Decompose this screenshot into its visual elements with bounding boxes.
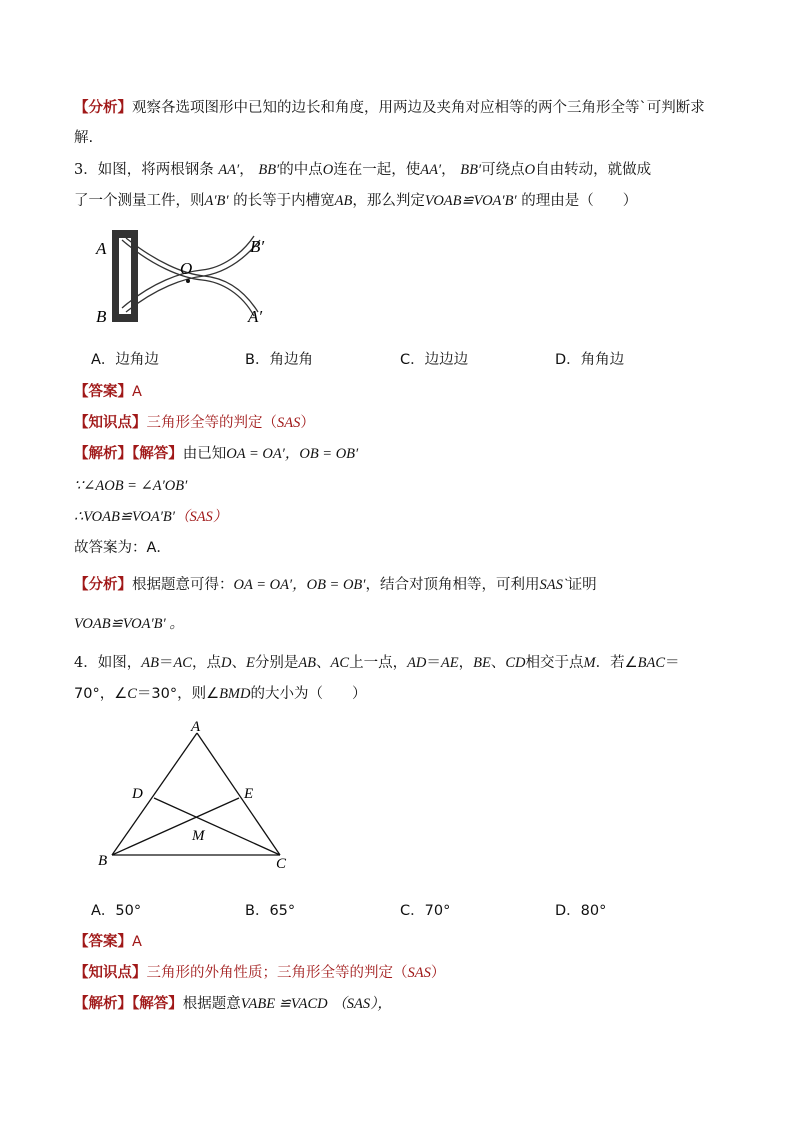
q3-label-a: A <box>96 239 107 258</box>
q3-option-d: D．角角边 <box>555 352 625 368</box>
q3-knowledge-point: 【知识点】三角形全等的判定（SAS） <box>74 415 315 431</box>
q3-stem-line2: 了一个测量工件，则A′B′ 的长等于内槽宽AB，那么判定VOAB≌VOA′B′ 的理由是（ ） <box>74 193 638 209</box>
prev-analysis-line2: 解. <box>74 130 94 146</box>
q3-label-o: O <box>180 259 193 278</box>
q3-analysis-line1: 【分析】根据题意可得：OA = OA′，OB = OB′，结合对顶角相等，可利用SAS`证明 <box>74 577 597 593</box>
q4-option-c: C．70° <box>400 903 451 919</box>
q3-solution-line2: ∵∠AOB = ∠A′OB′ <box>74 478 188 494</box>
q4-label-d: D <box>132 786 143 802</box>
q4-label-m: M <box>192 828 205 844</box>
q4-label-a: A <box>191 719 201 735</box>
q3-option-b: B．角边角 <box>245 352 313 368</box>
q3-label-ap: A′ <box>248 307 263 326</box>
q3-figure <box>92 226 282 331</box>
q4-knowledge-point: 【知识点】三角形的外角性质；三角形全等的判定（SAS） <box>74 965 446 981</box>
q4-solution-line1: 【解析】【解答】根据题意VABE ≌VACD （SAS）， <box>74 996 392 1012</box>
q4-option-d: D．80° <box>555 903 607 919</box>
q3-answer: 【答案】A <box>74 384 142 400</box>
q3-option-a: A．边角边 <box>91 352 159 368</box>
q3-bar-bb-outer <box>126 240 260 312</box>
q3-bar-aa <box>122 240 254 316</box>
analysis-tag: 【分析】 <box>74 100 132 116</box>
q3-label-bp: B′ <box>250 237 265 256</box>
q3-analysis-line2: VOAB≌VOA′B′ 。 <box>74 616 184 632</box>
q4-stem-line1: 4．如图，AB＝AC，点D、E分别是AB、AC上一点，AD＝AE，BE、CD相交于点M．若∠BAC＝ <box>74 655 680 671</box>
q3-pivot-o <box>186 279 190 283</box>
q4-label-e: E <box>244 786 254 802</box>
q4-segment-be <box>112 798 239 855</box>
prev-analysis-line1: 【分析】观察各选项图形中已知的边长和角度，用两边及夹角对应相等的两个三角形全等`可判断求 <box>74 100 705 116</box>
q3-label-b: B <box>96 307 107 326</box>
q4-label-c: C <box>276 856 287 872</box>
q3-solution-line4: 故答案为：A． <box>74 540 171 556</box>
q3-stem-line1: 3．如图，将两根钢条 AA′， BB′的中点O连在一起，使AA′， BB′可绕点O自由转动，就做成 <box>74 162 652 178</box>
q3-solution-line1: 【解析】【解答】由已知OA = OA′，OB = OB′ <box>74 446 359 462</box>
q4-triangle-figure <box>92 718 302 873</box>
q4-stem-line2: 70°，∠C＝30°，则∠BMD的大小为（ ） <box>74 686 367 702</box>
q4-option-b: B．65° <box>245 903 296 919</box>
q3-option-c: C．边边边 <box>400 352 469 368</box>
q4-answer: 【答案】A <box>74 934 142 950</box>
q4-option-a: A．50° <box>91 903 142 919</box>
q4-side-ab <box>112 733 197 855</box>
q3-solution-line3: ∴VOAB≌VOA′B′（SAS） <box>74 509 228 525</box>
q4-label-b: B <box>98 853 108 869</box>
